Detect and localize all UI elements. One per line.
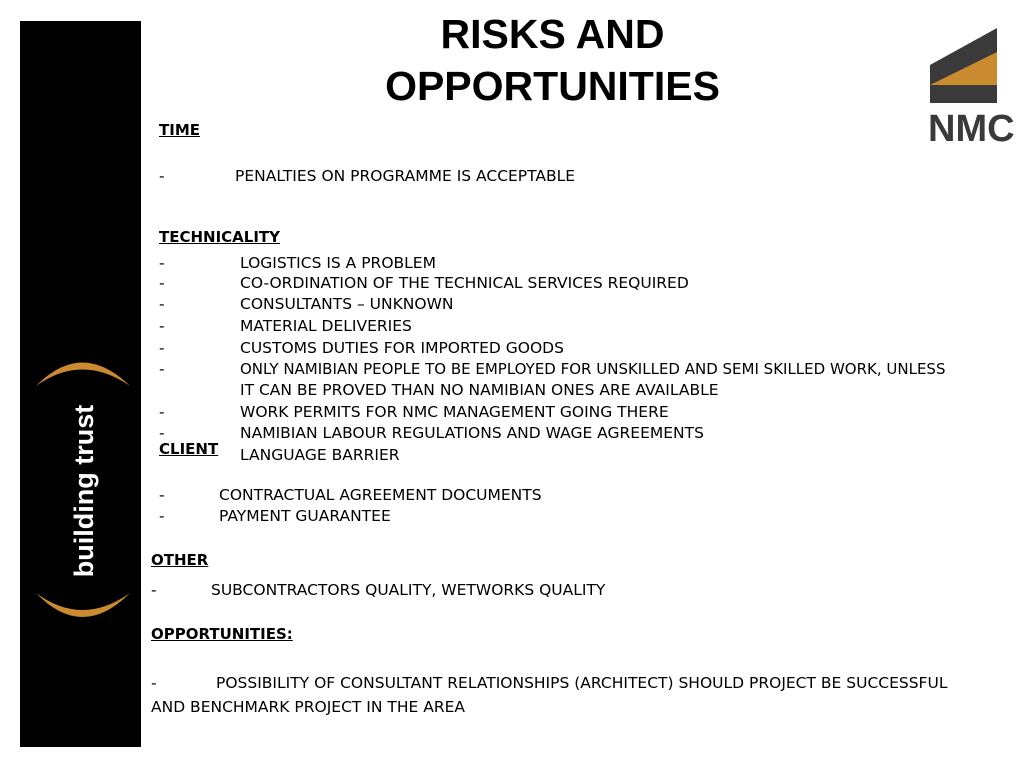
- sidebar-banner: [20, 21, 141, 747]
- bullet-dash: -: [159, 167, 165, 185]
- list-item-text: LOGISTICS IS A PROBLEM: [240, 254, 436, 272]
- section-heading-client: CLIENT: [159, 440, 219, 458]
- bullet-dash: -: [159, 295, 165, 313]
- bottom-brace-icon: [36, 593, 130, 617]
- list-item-text: WORK PERMITS FOR NMC MANAGEMENT GOING THERE: [240, 403, 669, 421]
- list-item-text: IT CAN BE PROVED THAN NO NAMIBIAN ONES ARE AVAILABLE: [240, 381, 719, 399]
- list-item-text: ONLY NAMIBIAN PEOPLE TO BE EMPLOYED FOR UNSKILLED AND SEMI SKILLED WORK, UNLESS: [240, 360, 946, 378]
- bullet-dash: -: [151, 674, 157, 692]
- logo-text: NMC: [928, 108, 1015, 150]
- list-item-text: CONSULTANTS – UNKNOWN: [240, 295, 454, 313]
- section-heading-opportunities: OPPORTUNITIES:: [151, 625, 293, 643]
- top-brace-icon: [36, 363, 130, 387]
- list-item-text: AND BENCHMARK PROJECT IN THE AREA: [151, 698, 466, 716]
- page-title: [300, 8, 805, 112]
- nmc-logo-icon: [925, 25, 1024, 150]
- list-item-text: PENALTIES ON PROGRAMME IS ACCEPTABLE: [235, 167, 576, 185]
- list-item-text: MATERIAL DELIVERIES: [240, 317, 412, 335]
- list-item-text: NAMIBIAN LABOUR REGULATIONS AND WAGE AGREEMENTS: [240, 424, 704, 442]
- list-item-text: SUBCONTRACTORS QUALITY, WETWORKS QUALITY: [211, 581, 606, 599]
- section-heading-technicality: TECHNICALITY: [159, 228, 281, 246]
- list-item-text: CUSTOMS DUTIES FOR IMPORTED GOODS: [240, 339, 564, 357]
- list-item-text: CO-ORDINATION OF THE TECHNICAL SERVICES REQUIRED: [240, 274, 689, 292]
- slogan-text: building trust: [69, 404, 99, 578]
- bullet-dash: -: [159, 486, 165, 504]
- bullet-dash: -: [159, 274, 165, 292]
- bullet-dash: -: [159, 339, 165, 357]
- title-line-1: RISKS AND: [440, 11, 665, 57]
- list-item-text: CONTRACTUAL AGREEMENT DOCUMENTS: [219, 486, 542, 504]
- bullet-dash: -: [151, 581, 157, 599]
- nmc-logo: [925, 25, 1024, 150]
- list-item-text: PAYMENT GUARANTEE: [219, 507, 391, 525]
- bullet-dash: -: [159, 507, 165, 525]
- bullet-dash: -: [159, 360, 165, 378]
- bullet-dash: -: [159, 403, 165, 421]
- bullet-dash: -: [159, 254, 165, 272]
- section-heading-time: TIME: [159, 121, 200, 139]
- title-line-2: OPPORTUNITIES: [385, 63, 720, 109]
- building-trust-emblem: [20, 21, 141, 747]
- section-heading-other: OTHER: [151, 551, 209, 569]
- bullet-dash: -: [159, 317, 165, 335]
- list-item-text: POSSIBILITY OF CONSULTANT RELATIONSHIPS (ARCHITECT) SHOULD PROJECT BE SUCCESSFUL: [216, 674, 948, 692]
- bullet-dash: -: [159, 424, 165, 442]
- list-item-text: LANGUAGE BARRIER: [240, 446, 400, 464]
